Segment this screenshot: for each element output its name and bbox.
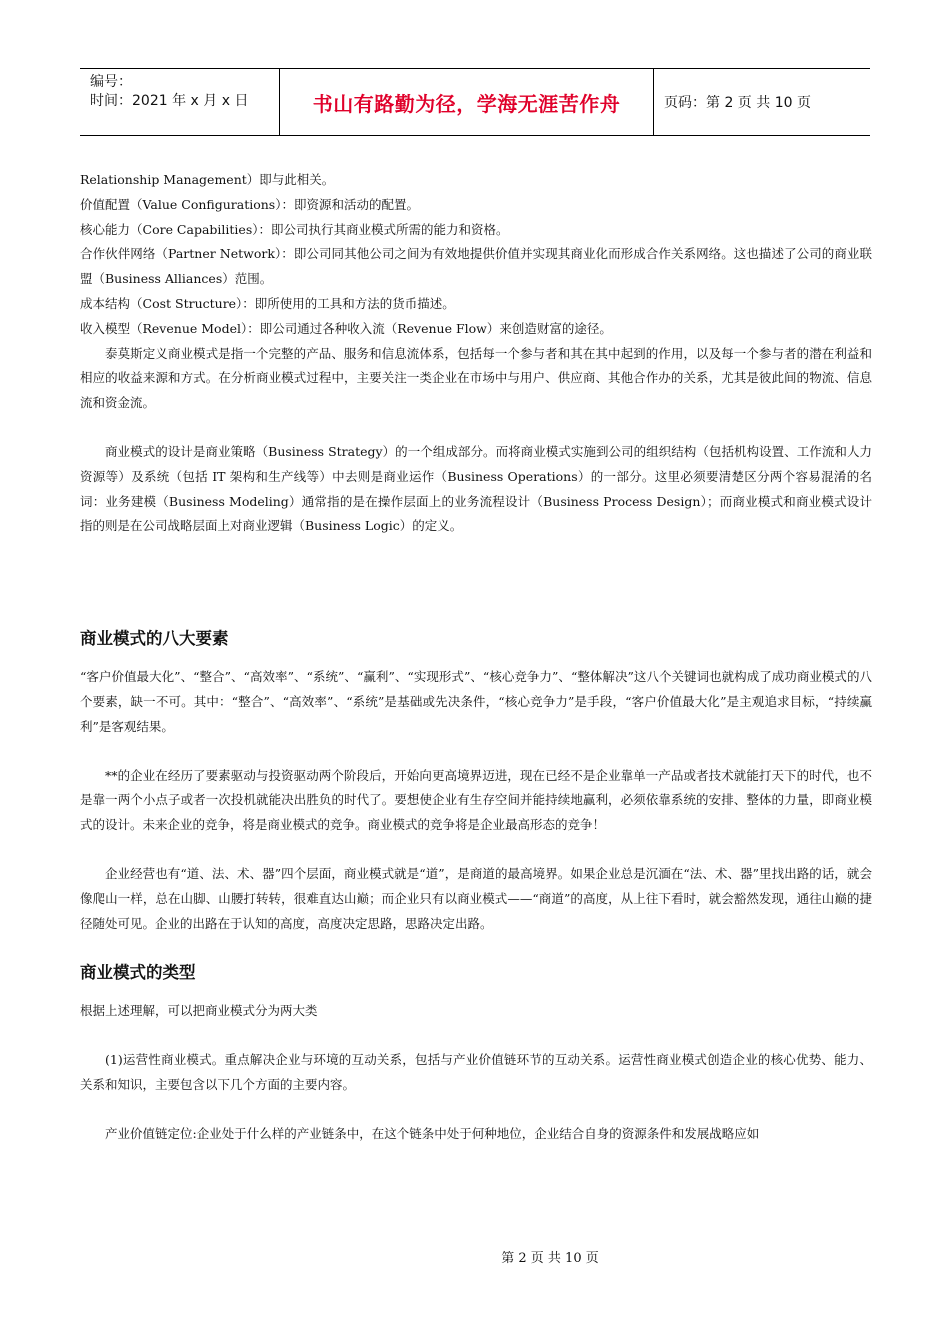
document-number-label: 编号： <box>90 74 132 90</box>
paragraph: “客户价值最大化”、“整合”、“高效率”、“系统”、“赢利”、“实现形式”、“核心竞争力”、“整体解决”这八个关键词也就构成了成功商业模式的八个要素，缺一不可。其中：“整合”、“高效率”、“系统”是基础或先决条件，“核心竞争力”是手段，“客户价值最大化”是主观追求目标，“持续赢利”是客观结果。 <box>80 669 872 734</box>
paragraph: 核心能力（Core Capabilities）：即公司执行其商业模式所需的能力和资格。 <box>80 221 509 237</box>
paragraph: 商业模式的设计是商业策略（Business Strategy）的一个组成部分。而将商业模式实施到公司的组织结构（包括机构设置、工作流和人力资源等）及系统（包括 IT 架构和生产线等）中去则是商业运作（Business Operations）的一部分。这里必须要清楚区分两个容易混淆的名词：业务建模（Business Modeling）通常指的是在操作层面上的业务流程设计（Business Process Design）；而商业模式和商业模式设计指的则是在公司战略层面上对商业逻辑（Business Logic）的定义。 <box>80 443 872 534</box>
document-date-label: 时间：2021 年 x 月 x 日 <box>90 93 249 109</box>
paragraph: (1)运营性商业模式。重点解决企业与环境的互动关系，包括与产业价值链环节的互动关系。运营性商业模式创造企业的核心优势、能力、关系和知识，主要包含以下几个方面的主要内容。 <box>80 1052 872 1092</box>
paragraph: 泰莫斯定义商业模式是指一个完整的产品、服务和信息流体系，包括每一个参与者和其在其中起到的作用，以及每一个参与者的潜在利益和相应的收益来源和方式。在分析商业模式过程中，主要关注一类企业在市场中与用户、供应商、其他合作办的关系，尤其是彼此间的物流、信息流和资金流。 <box>80 345 872 411</box>
header-meta-cell <box>80 69 280 135</box>
header-motto: 书山有路勤为径，学海无涯苦作舟 <box>280 69 654 135</box>
header-page-info: 页码：第 2 页 共 10 页 <box>664 95 811 111</box>
paragraph: **的企业在经历了要素驱动与投资驱动两个阶段后，开始向更高境界迈进，现在已经不是企业靠单一产品或者技术就能打天下的时代，也不是靠一两个小点子或者一次投机就能决出胜负的时代了。要想使企业有生存空间并能持续地赢利，必须依靠系统的安排、整体的力量，即商业模式的设计。未来企业的竞争，将是商业模式的竞争。商业模式的竞争将是企业最高形态的竞争！ <box>80 767 872 833</box>
paragraph: 合作伙伴网络（Partner Network）：即公司同其他公司之间为有效地提供价值并实现其商业化而形成合作关系网络。这也描述了公司的商业联盟（Business Alliances）范围。 <box>80 246 872 287</box>
header-table <box>80 68 870 136</box>
paragraph: 价值配置（Value Configurations）：即资源和活动的配置。 <box>80 196 419 212</box>
section-heading-types: 商业模式的类型 <box>80 963 196 983</box>
paragraph: 产业价值链定位:企业处于什么样的产业链条中，在这个链条中处于何种地位，企业结合自身的资源条件和发展战略应如 <box>105 1125 760 1141</box>
paragraph: 成本结构（Cost Structure）：即所使用的工具和方法的货币描述。 <box>80 295 455 311</box>
paragraph: 收入模型（Revenue Model）：即公司通过各种收入流（Revenue Flow）来创造财富的途径。 <box>80 320 612 336</box>
page-footer: 第 2 页 共 10 页 <box>501 1251 599 1266</box>
paragraph: Relationship Management）即与此相关。 <box>80 172 335 187</box>
paragraph: 根据上述理解，可以把商业模式分为两大类 <box>80 1003 318 1019</box>
document-body <box>80 168 872 1147</box>
paragraph: 企业经营也有“道、法、术、器”四个层面，商业模式就是“道”，是商道的最高境界。如果企业总是沉湎在“法、术、器”里找出路的话，就会像爬山一样，总在山脚、山腰打转转，很难直达山巅；而企业只有以商业模式——“商道”的高度，从上往下看时，就会豁然发现，通往山巅的捷径随处可见。企业的出路在于认知的高度，高度决定思路，思路决定出路。 <box>80 865 872 931</box>
section-heading-eight-elements: 商业模式的八大要素 <box>80 629 229 649</box>
